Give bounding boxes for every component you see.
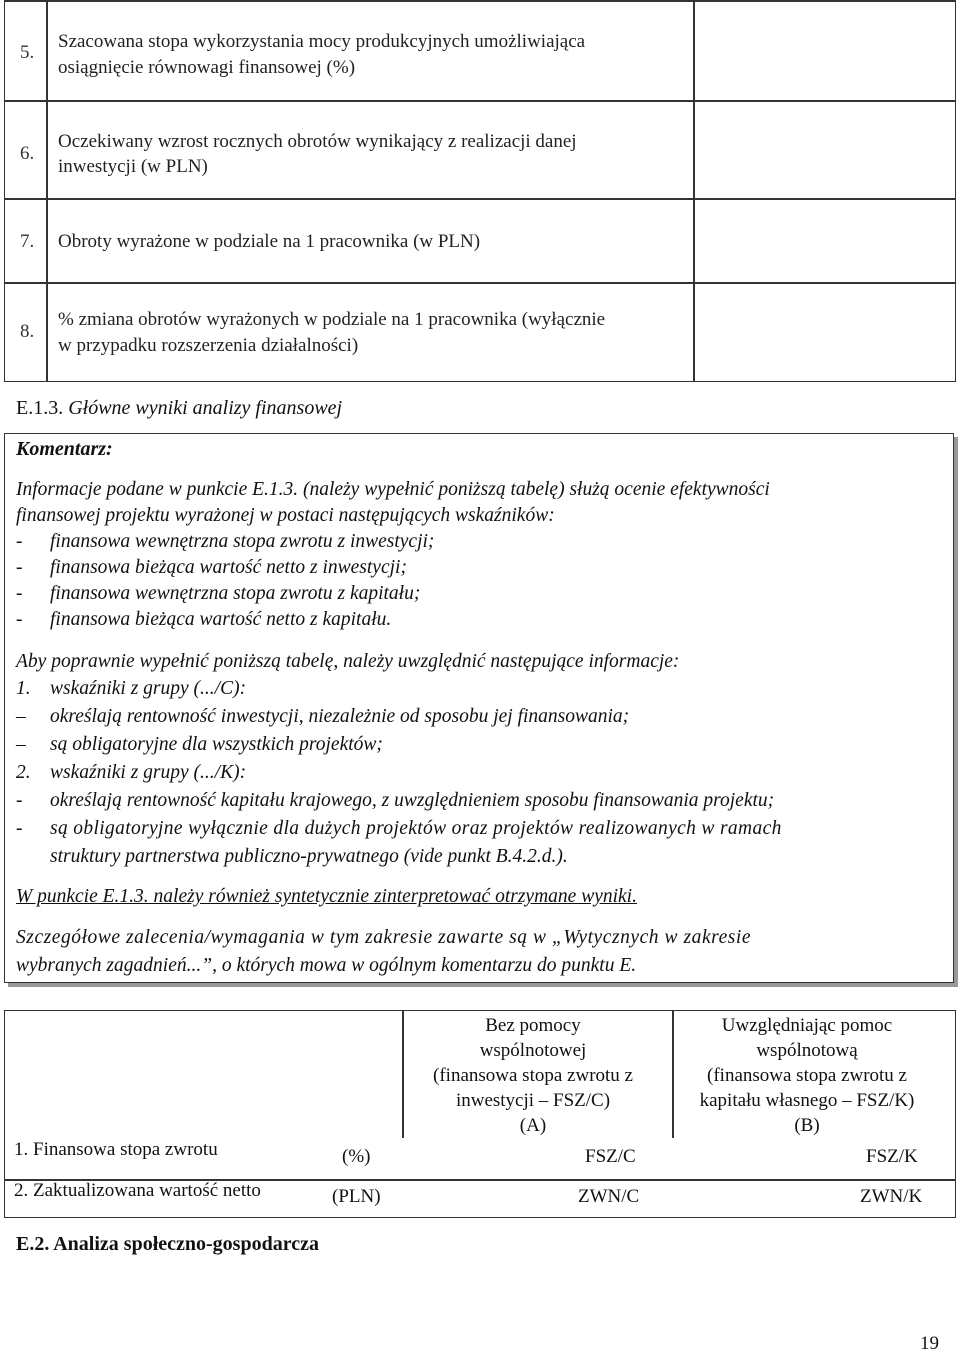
section-number: E.1.3. xyxy=(16,397,64,419)
group-1-heading: 1. wskaźniki z grupy (.../C): xyxy=(16,678,247,699)
row-number: 5. xyxy=(20,42,35,63)
result-row-label: 1. Finansowa stopa zwrotu xyxy=(14,1139,218,1160)
details-line: wybranych zagadnień...”, o których mowa w ogólnym komentarzu do punktu E. xyxy=(16,955,637,976)
row-label-line: w przypadku rozszerzenia działalności) xyxy=(58,335,359,356)
indicator-item: - finansowa bieżąca wartość netto z inwestycji; xyxy=(16,557,407,578)
indicator-item: - finansowa wewnętrzna stopa zwrotu z inwestycji; xyxy=(16,531,435,552)
column-a-header: Bez pomocy wspólnotowej (finansowa stopa zwrotu z inwestycji – FSZ/C) (A) xyxy=(433,1015,633,1136)
result-row-b: FSZ/K xyxy=(866,1146,918,1167)
interpret-note: W punkcie E.1.3. należy również syntetycznie zinterpretować otrzymane wyniki. xyxy=(16,886,637,907)
result-row-b: ZWN/K xyxy=(860,1186,923,1207)
row-number: 8. xyxy=(20,321,35,342)
result-row-unit: (PLN) xyxy=(332,1186,381,1207)
next-section-heading: E.2. Analiza społeczno-gospodarcza xyxy=(16,1233,319,1255)
result-row-unit: (%) xyxy=(342,1146,371,1167)
row-number: 7. xyxy=(20,231,35,252)
group-2-item: - określają rentowność kapitału krajowego, z uwzględnieniem sposobu finansowania projektu; xyxy=(16,790,775,811)
group-2-item: - są obligatoryjne wyłącznie dla dużych projektów oraz projektów realizowanych w ramach xyxy=(16,818,782,839)
group-2-heading: 2. wskaźniki z grupy (.../K): xyxy=(16,762,247,783)
result-row-a: ZWN/C xyxy=(578,1186,640,1207)
details-line: Szczegółowe zalecenia/wymagania w tym zakresie zawarte są w „Wytycznych w zakresie xyxy=(16,927,752,948)
comment-intro-line: Informacje podane w punkcie E.1.3. (należy wypełnić poniższą tabelę) służą ocenie efektywności xyxy=(16,479,770,500)
row-number: 6. xyxy=(20,143,35,164)
group-2-item-continued: struktury partnerstwa publiczno-prywatnego (vide punkt B.4.2.d.). xyxy=(50,846,568,867)
comment-box xyxy=(4,433,954,983)
result-row-a: FSZ/C xyxy=(585,1146,636,1167)
comment-intro-line: finansowej projektu wyrażonej w postaci następujących wskaźników: xyxy=(16,505,555,526)
section-title: Główne wyniki analizy finansowej xyxy=(68,397,343,419)
section-heading xyxy=(16,397,342,420)
group-1-item: – są obligatoryjne dla wszystkich projektów; xyxy=(16,734,383,755)
indicator-item: - finansowa bieżąca wartość netto z kapitału. xyxy=(16,609,392,630)
comment-heading: Komentarz: xyxy=(16,438,113,460)
column-b-header: Uwzględniając pomoc wspólnotową (finansowa stopa zwrotu z kapitału własnego – FSZ/K) (B) xyxy=(699,1015,915,1136)
row-label-line: % zmiana obrotów wyrażonych w podziale na 1 pracownika (wyłącznie xyxy=(58,309,606,330)
row-label-line: Oczekiwany wzrost rocznych obrotów wynikający z realizacji danej xyxy=(58,131,577,152)
indicator-item: - finansowa wewnętrzna stopa zwrotu z kapitału; xyxy=(16,583,421,604)
page-number: 19 xyxy=(920,1333,939,1354)
row-label-line: Obroty wyrażone w podziale na 1 pracownika (w PLN) xyxy=(58,231,481,252)
row-label-line: inwestycji (w PLN) xyxy=(58,156,208,177)
row-label-line: Szacowana stopa wykorzystania mocy produkcyjnych umożliwiająca xyxy=(58,31,586,52)
result-row-label: 2. Zaktualizowana wartość netto xyxy=(14,1180,261,1201)
row-label-line: osiągnięcie równowagi finansowej (%) xyxy=(58,57,356,78)
info-heading: Aby poprawnie wypełnić poniższą tabelę, należy uwzględnić następujące informacje: xyxy=(16,651,680,672)
group-1-item: – określają rentowność inwestycji, niezależnie od sposobu jej finansowania; xyxy=(16,706,630,727)
